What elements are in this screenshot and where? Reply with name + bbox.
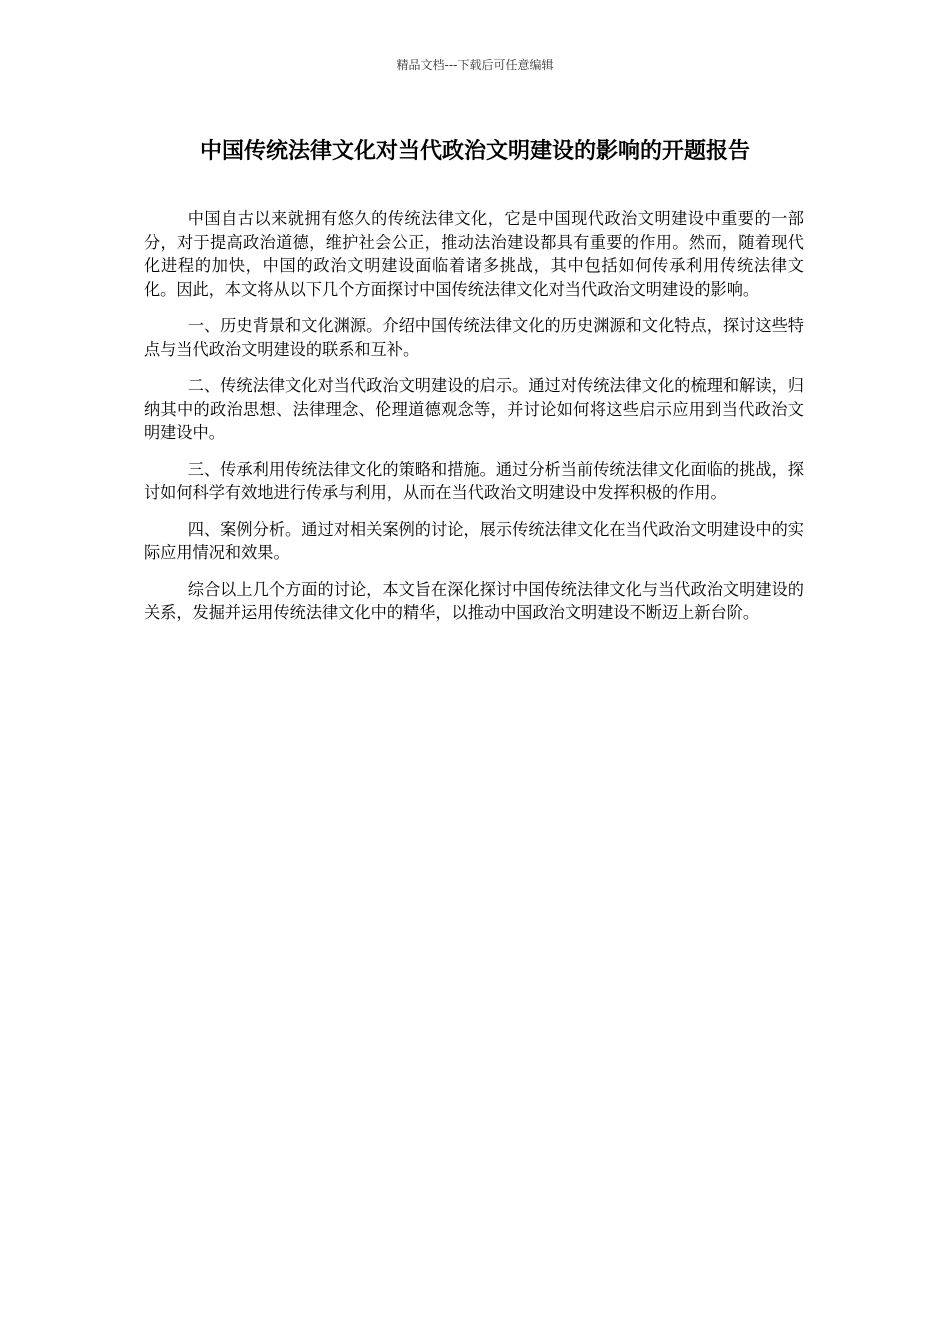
document-body	[144, 207, 804, 638]
page-header: 精品文档---下载后可任意编辑	[396, 58, 554, 72]
paragraph-section-2: 二、传统法律文化对当代政治文明建设的启示。通过对传统法律文化的梳理和解读，归纳其中的政治思想、法律理念、伦理道德观念等，并讨论如何将这些启示应用到当代政治文明建设中。	[144, 376, 804, 442]
document-title: 中国传统法律文化对当代政治文明建设的影响的开题报告	[199, 139, 750, 164]
paragraph-section-1: 一、历史背景和文化渊源。介绍中国传统法律文化的历史渊源和文化特点，探讨这些特点与当代政治文明建设的联系和互补。	[144, 316, 804, 359]
paragraph-intro: 中国自古以来就拥有悠久的传统法律文化，它是中国现代政治文明建设中重要的一部分，对于提高政治道德，维护社会公正，推动法治建设都具有重要的作用。然而，随着现代化进程的加快，中国的政治文明建设面临着诸多挑战，其中包括如何传承利用传统法律文化。因此，本文将从以下几个方面探讨中国传统法律文化对当代政治文明建设的影响。	[144, 209, 804, 299]
paragraph-section-4: 四、案例分析。通过对相关案例的讨论，展示传统法律文化在当代政治文明建设中的实际应用情况和效果。	[144, 519, 804, 562]
paragraph-section-3: 三、传承利用传统法律文化的策略和措施。通过分析当前传统法律文化面临的挑战，探讨如何科学有效地进行传承与利用，从而在当代政治文明建设中发挥积极的作用。	[144, 459, 804, 502]
paragraph-conclusion: 综合以上几个方面的讨论，本文旨在深化探讨中国传统法律文化与当代政治文明建设的关系，发掘并运用传统法律文化中的精华，以推动中国政治文明建设不断迈上新台阶。	[144, 579, 804, 622]
